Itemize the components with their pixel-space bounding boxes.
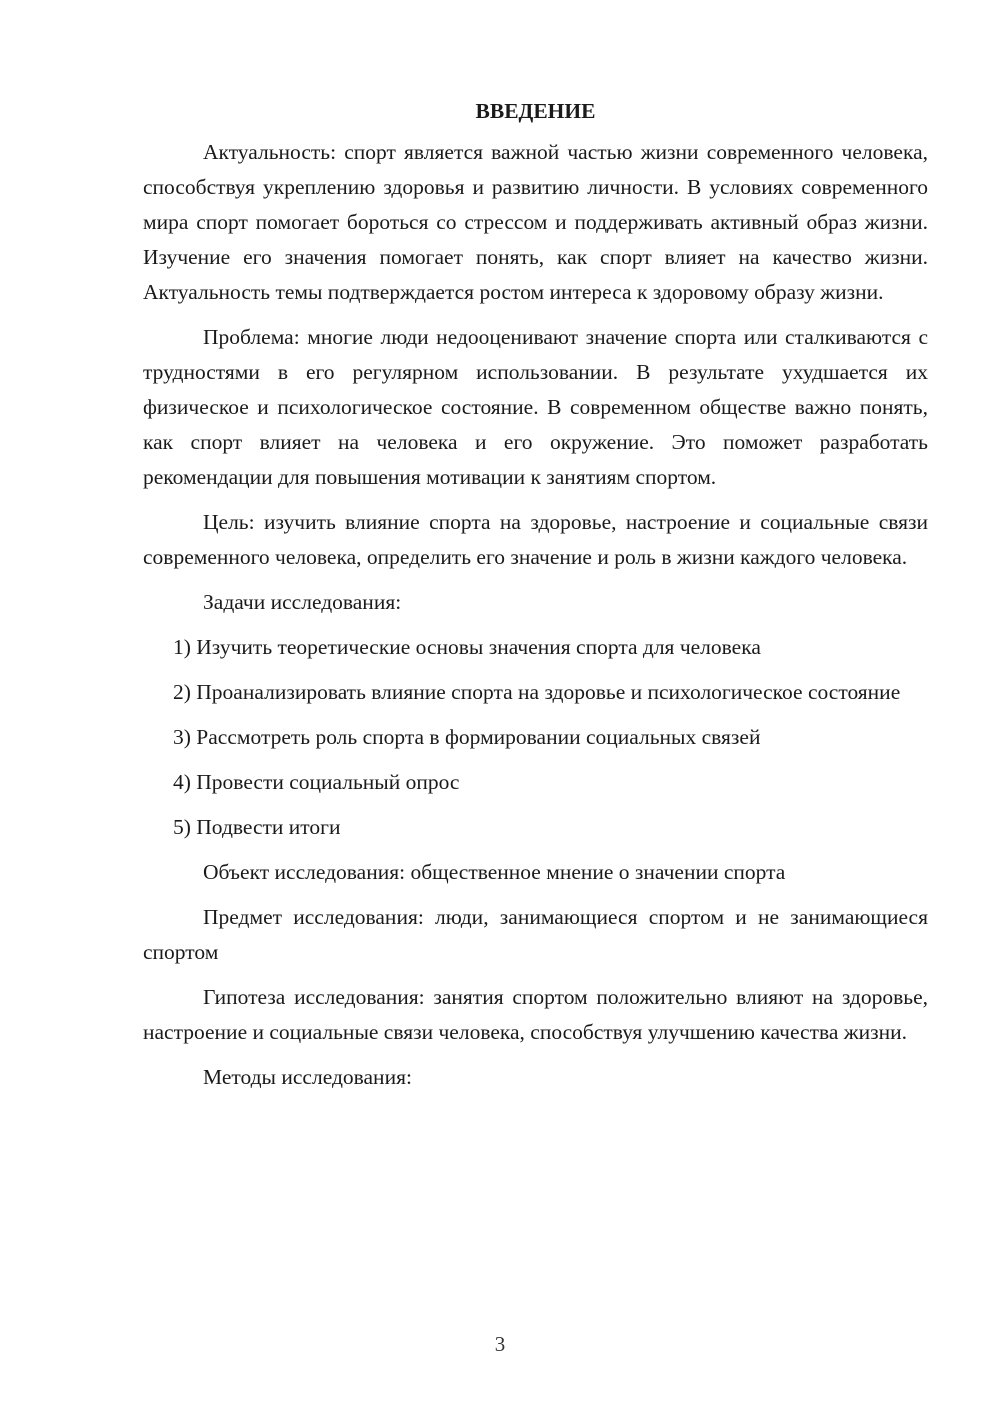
task-item-5: 5) Подвести итоги [173,815,341,839]
methods-heading: Методы исследования: [203,1065,412,1089]
page-number: 3 [494,1332,506,1356]
task-item-3: 3) Рассмотреть роль спорта в формировании социальных связей [173,725,761,749]
task-item-4: 4) Провести социальный опрос [173,770,460,794]
document-page [143,96,928,1105]
subject-paragraph: Предмет исследования: люди, занимающиеся спортом и не занимающиеся спортом [143,905,928,964]
object-paragraph: Объект исследования: общественное мнение о значении спорта [203,860,786,884]
task-item-1: 1) Изучить теоретические основы значения спорта для человека [173,635,761,659]
relevance-paragraph: Актуальность: спорт является важной частью жизни современного человека, способствуя укреплению здоровья и развитию личности. В условиях современного мира спорт помогает бороться со стрессом и поддерживать активный образ жизни. Изучение его значения помогает понять, как спорт влияет на качество жизни. Актуальность темы подтверждается ростом интереса к здоровому образу жизни. [143,140,928,304]
section-title: ВВЕДЕНИЕ [475,99,596,123]
tasks-heading: Задачи исследования: [203,590,402,614]
task-item-2: 2) Проанализировать влияние спорта на здоровье и психологическое состояние [173,680,901,704]
problem-paragraph: Проблема: многие люди недооценивают значение спорта или сталкиваются с трудностями в его регулярном использовании. В результате ухудшается их физическое и психологическое состояние. В современном обществе важно понять, как спорт влияет на человека и его окружение. Это поможет разработать рекомендации для повышения мотивации к занятиям спортом. [143,325,928,489]
goal-paragraph: Цель: изучить влияние спорта на здоровье, настроение и социальные связи современного человека, определить его значение и роль в жизни каждого человека. [143,510,928,569]
hypothesis-paragraph: Гипотеза исследования: занятия спортом положительно влияют на здоровье, настроение и социальные связи человека, способствуя улучшению качества жизни. [143,985,928,1044]
